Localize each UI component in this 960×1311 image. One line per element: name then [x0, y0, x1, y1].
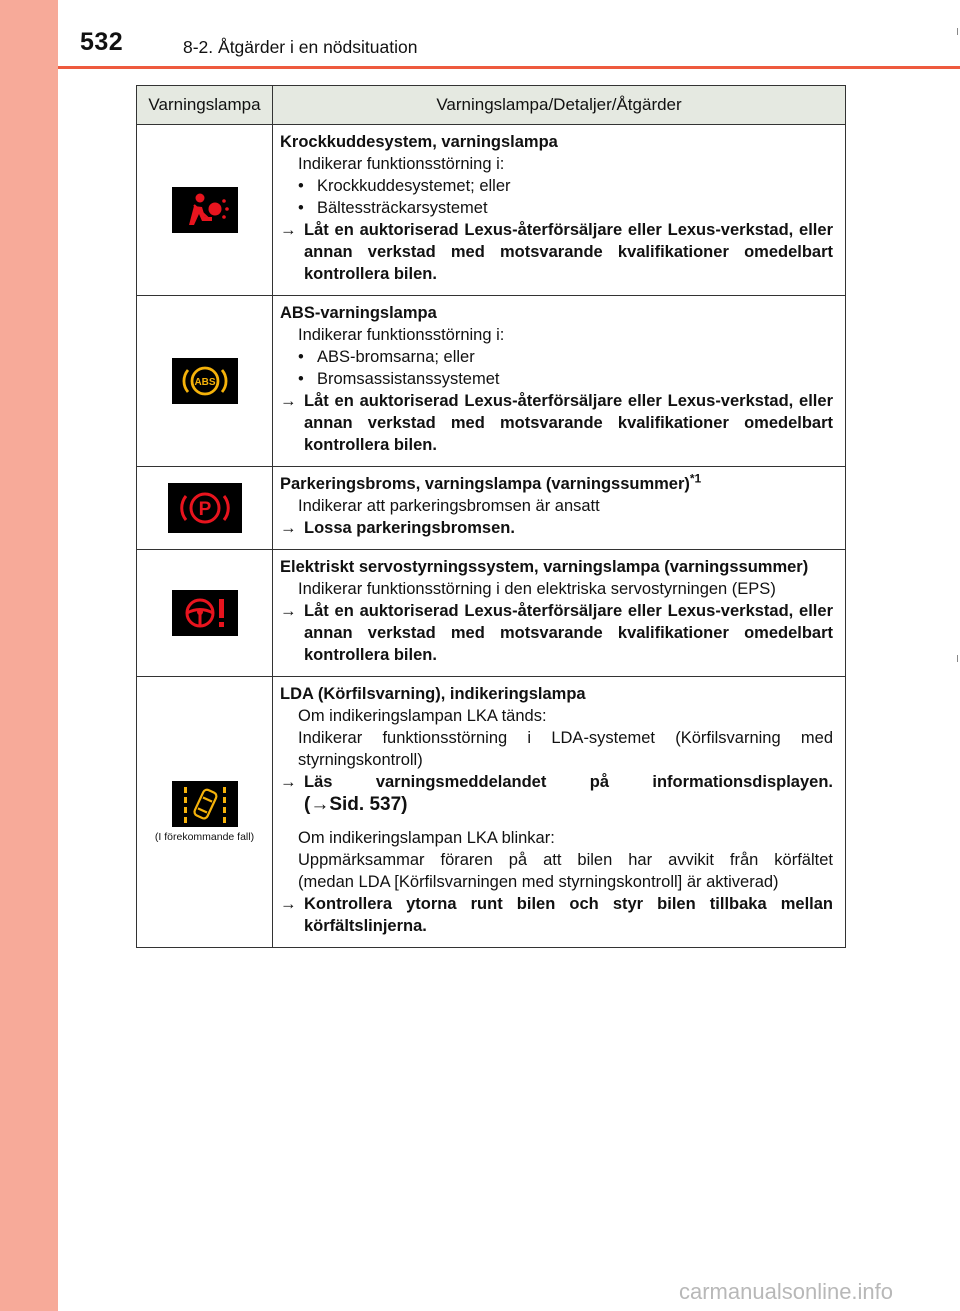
- abs-warning-icon: [172, 358, 238, 404]
- lamp-description: Uppmärksammar föraren på att bilen har avvikit från körfältet: [298, 851, 833, 869]
- details-cell: [273, 550, 846, 677]
- page-reference: (→Sid. 537): [304, 794, 408, 815]
- page-number: 532: [80, 28, 124, 56]
- crop-mark: [957, 28, 958, 35]
- details-cell: [273, 677, 846, 948]
- lamp-title: LDA (Körfilsvarning), indikeringslampa: [280, 685, 586, 703]
- lamp-description: (medan LDA [Körfilsvarningen med styrningskontroll] är aktiverad): [298, 873, 779, 891]
- table-row: [137, 125, 846, 296]
- action-text: → Låt en auktoriserad Lexus-återförsäljare eller Lexus-verkstad, eller annan verkstad med motsvarande kvalifikationer omedelbart kontrollera bilen.: [280, 221, 833, 283]
- list-item: • Bältessträckarsystemet: [298, 199, 488, 217]
- details-cell: [273, 296, 846, 467]
- icon-note: (I förekommande fall): [154, 831, 255, 843]
- lamp-title: Krockkuddesystem, varningslampa: [280, 133, 558, 151]
- svg-text:ABS: ABS: [193, 377, 216, 388]
- lda-indicator-icon: [172, 781, 238, 827]
- icon-cell: [137, 467, 273, 550]
- lamp-description: Indikerar att parkeringsbromsen är ansatt: [298, 497, 600, 515]
- section-title: 8-2. Åtgärder i en nödsituation: [183, 37, 418, 57]
- eps-warning-icon: [172, 590, 238, 636]
- condition-label: Om indikeringslampan LKA tänds:: [298, 707, 547, 725]
- details-cell: [273, 125, 846, 296]
- icon-cell: [137, 296, 273, 467]
- lamp-description: Indikerar funktionsstörning i LDA-systemet (Körfilsvarning med styrningskontroll): [298, 729, 833, 769]
- condition-label: Om indikeringslampan LKA blinkar:: [298, 829, 555, 847]
- table-row: [137, 467, 846, 550]
- icon-cell: [137, 550, 273, 677]
- table-row: [137, 677, 846, 948]
- svg-text:P: P: [198, 499, 211, 520]
- side-strip: [0, 0, 58, 1311]
- lamp-title: ABS-varningslampa: [280, 304, 437, 322]
- column-header-details: Varningslampa/Detaljer/Åtgärder: [273, 86, 846, 125]
- icon-cell: [137, 677, 273, 948]
- parking-brake-warning-icon: [168, 483, 242, 533]
- details-cell: [273, 467, 846, 550]
- airbag-warning-icon: [172, 187, 238, 233]
- icon-cell: [137, 125, 273, 296]
- lamp-title: Parkeringsbroms, varningslampa (varningssummer)$^{*1}$: [280, 471, 702, 493]
- action-text: → Låt en auktoriserad Lexus-återförsäljare eller Lexus-verkstad, eller annan verkstad med motsvarande kvalifikationer omedelbart kontrollera bilen.: [280, 602, 833, 664]
- lamp-description: Indikerar funktionsstörning i den elektriska servostyrningen (EPS): [298, 580, 776, 598]
- table-header-row: [137, 86, 846, 125]
- crop-mark: [957, 655, 958, 662]
- column-header-lamp: Varningslampa: [137, 86, 273, 125]
- list-item: • ABS-bromsarna; eller: [298, 348, 475, 366]
- list-item: • Krockkuddesystemet; eller: [298, 177, 511, 195]
- action-text: → Lossa parkeringsbromsen.: [280, 519, 515, 537]
- watermark: carmanualsonline.info: [679, 1279, 894, 1304]
- action-text: → Kontrollera ytorna runt bilen och styr bilen tillbaka mellan körfältslinjerna.: [280, 895, 833, 935]
- warning-lamp-table: [136, 85, 846, 948]
- table-row: [137, 296, 846, 467]
- lamp-description: Indikerar funktionsstörning i:: [298, 326, 505, 344]
- list-item: • Bromsassistanssystemet: [298, 370, 500, 388]
- lamp-description: Indikerar funktionsstörning i:: [298, 155, 505, 173]
- lamp-title: Elektriskt servostyrningssystem, varningslampa (varningssummer): [280, 558, 809, 576]
- header-rule: [58, 66, 960, 69]
- action-text: → Läs varningsmeddelandet på informationsdisplayen.: [280, 773, 833, 791]
- action-text: → Låt en auktoriserad Lexus-återförsäljare eller Lexus-verkstad, eller annan verkstad med motsvarande kvalifikationer omedelbart kontrollera bilen.: [280, 392, 833, 454]
- table-row: [137, 550, 846, 677]
